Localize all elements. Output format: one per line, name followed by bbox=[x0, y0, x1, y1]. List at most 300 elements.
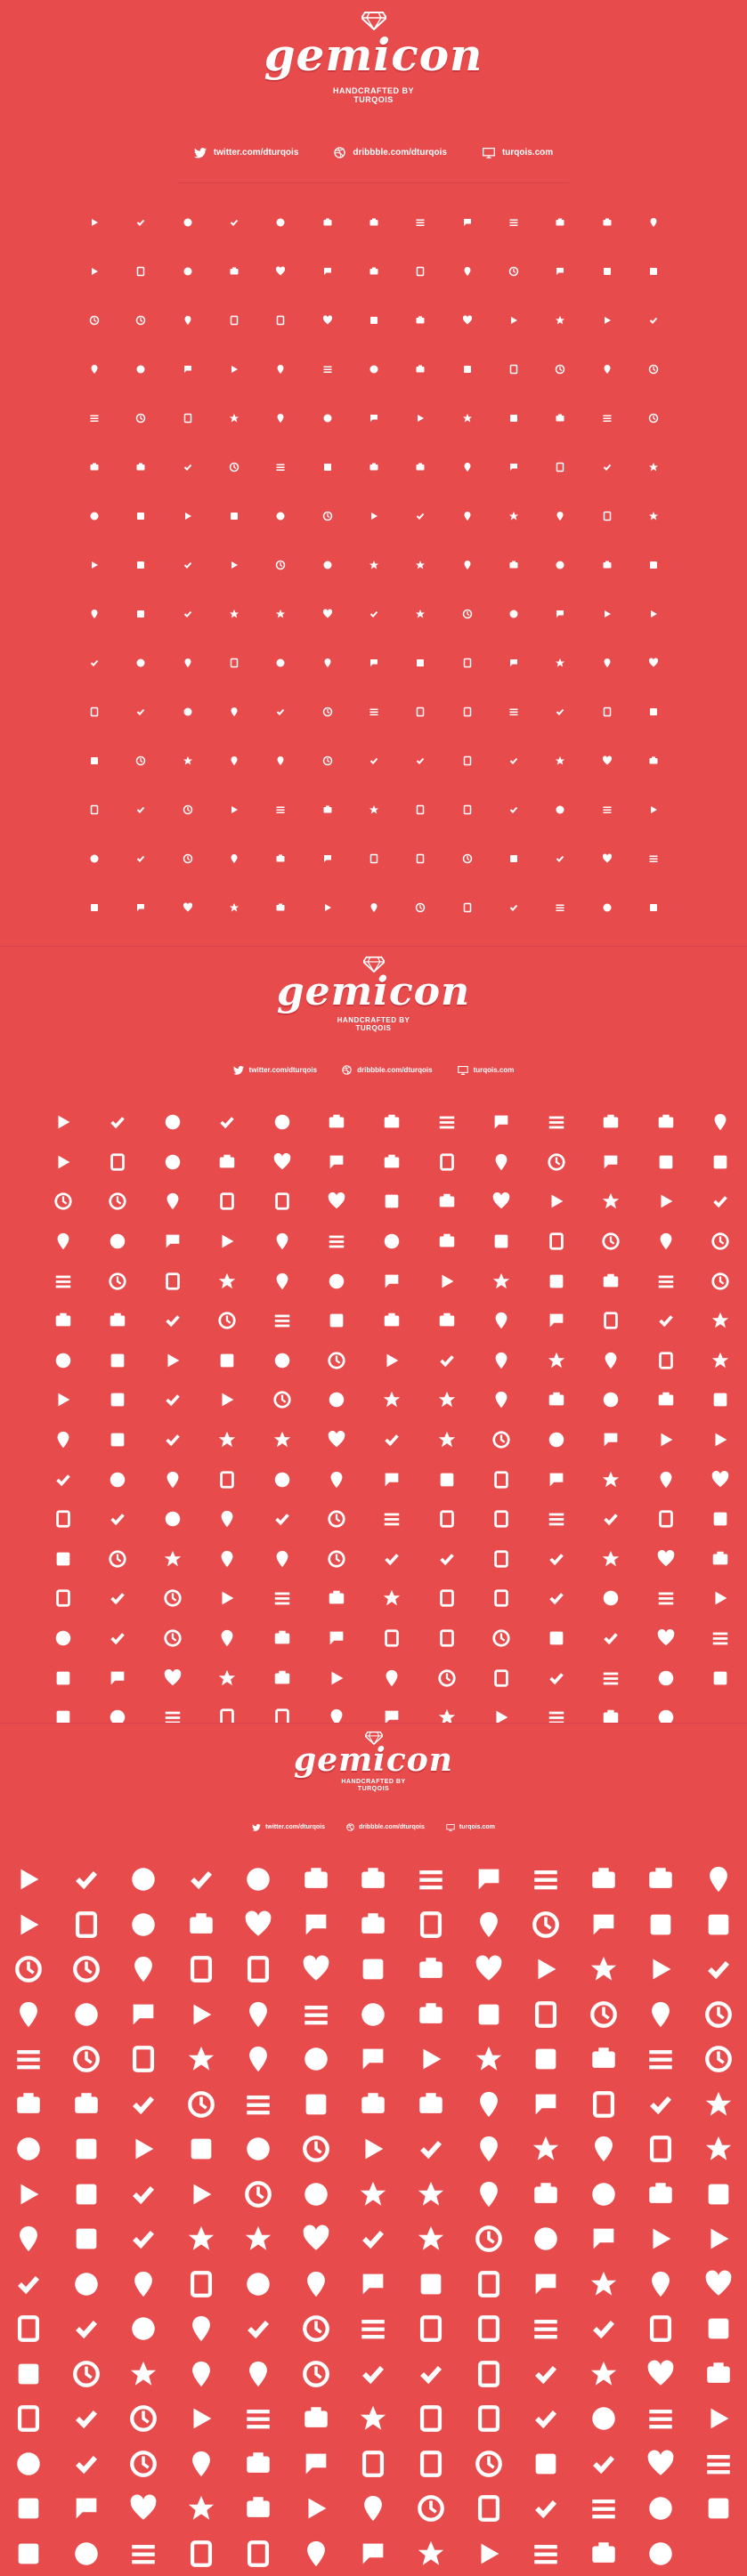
icon-cell bbox=[693, 1102, 747, 1143]
icon-cell bbox=[517, 2486, 575, 2532]
tablet-icon bbox=[327, 1588, 346, 1608]
cassette-icon bbox=[301, 1954, 331, 1984]
tag-add-icon bbox=[531, 2044, 561, 2074]
star-icon bbox=[53, 1430, 73, 1450]
icon-cell bbox=[304, 834, 351, 883]
gauge-icon bbox=[243, 1864, 273, 1894]
chat-dots-icon bbox=[183, 511, 193, 521]
radio-icon bbox=[710, 1311, 730, 1330]
icon-cell bbox=[517, 2127, 575, 2172]
icon-cell bbox=[491, 883, 537, 932]
icon-cell bbox=[693, 1459, 747, 1499]
coffee-cup-icon bbox=[89, 560, 100, 570]
icon-cell bbox=[419, 1222, 475, 1262]
battery-half-icon bbox=[602, 217, 613, 228]
user-alt-icon bbox=[474, 2269, 504, 2299]
dollar-doc-icon bbox=[648, 707, 659, 717]
icon-cell bbox=[537, 638, 583, 687]
message-card-icon bbox=[382, 1509, 402, 1529]
icon-cell bbox=[689, 1992, 747, 2038]
icon-cell bbox=[310, 1658, 365, 1698]
image-icon bbox=[656, 1588, 676, 1608]
speaker-box-icon bbox=[601, 1588, 621, 1608]
tag-add-icon bbox=[508, 413, 519, 424]
icon-cell bbox=[402, 1857, 460, 1902]
mouse-icon bbox=[183, 804, 193, 815]
dribbble-link[interactable] bbox=[342, 1065, 432, 1075]
icon-cell bbox=[693, 1539, 747, 1579]
glass-icon bbox=[437, 1351, 457, 1370]
icon-cell bbox=[630, 834, 677, 883]
icon-cell bbox=[200, 1341, 256, 1381]
icon-cell bbox=[345, 1857, 402, 1902]
wallet-icon bbox=[89, 462, 100, 472]
icon-cell bbox=[310, 1619, 365, 1659]
icon-cell bbox=[632, 2306, 690, 2352]
eye-icon bbox=[186, 2044, 216, 2074]
icon-cell bbox=[537, 736, 583, 785]
calculator-icon bbox=[217, 1549, 237, 1569]
icon-cell bbox=[255, 1222, 310, 1262]
icon-cell bbox=[402, 1902, 460, 1948]
icon-cell bbox=[693, 1579, 747, 1619]
photo-icon bbox=[710, 1588, 730, 1608]
key-icon bbox=[462, 609, 473, 619]
icon-cell bbox=[115, 2082, 173, 2128]
folder-icon bbox=[462, 755, 473, 766]
tag-add-icon bbox=[547, 1272, 566, 1291]
icon-cell bbox=[630, 393, 677, 442]
icon-cell bbox=[397, 442, 443, 491]
band-aid-icon bbox=[508, 658, 519, 668]
icon-cell bbox=[288, 2037, 345, 2082]
warning-icon bbox=[415, 609, 426, 619]
cloud-upload-icon bbox=[369, 315, 379, 326]
icon-cell bbox=[58, 2306, 116, 2352]
icon-cell bbox=[459, 1902, 517, 1948]
website-link[interactable] bbox=[483, 148, 553, 158]
globe-icon bbox=[71, 1864, 101, 1894]
icon-cell bbox=[36, 1658, 91, 1698]
icon-cell bbox=[257, 442, 304, 491]
icon-cell bbox=[459, 2262, 517, 2307]
website-link[interactable] bbox=[446, 1824, 495, 1831]
icon-cell bbox=[689, 2127, 747, 2172]
icon-cell bbox=[115, 1857, 173, 1902]
bookmark-icon bbox=[437, 1390, 457, 1409]
icon-cell bbox=[474, 1579, 529, 1619]
bowl-icon bbox=[358, 2493, 388, 2524]
facebook-icon bbox=[322, 364, 333, 375]
cloud-download-icon bbox=[416, 1954, 446, 1984]
icon-cell bbox=[693, 1222, 747, 1262]
icon-cell bbox=[173, 2352, 231, 2397]
picture-frame-icon bbox=[13, 2403, 44, 2434]
instagram-icon bbox=[491, 1231, 511, 1251]
icon-cell bbox=[211, 246, 257, 295]
icon-cell bbox=[257, 883, 304, 932]
chart-icon bbox=[602, 755, 613, 766]
airplane-icon bbox=[327, 1152, 346, 1172]
radio-icon bbox=[703, 2089, 734, 2120]
icon-cell bbox=[397, 295, 443, 344]
icon-cell bbox=[165, 442, 211, 491]
icon-cell bbox=[91, 1261, 146, 1301]
icon-cell bbox=[310, 1102, 365, 1143]
arrow-right-icon bbox=[217, 1430, 237, 1450]
icon-cell bbox=[474, 1143, 529, 1183]
icon-cell bbox=[459, 2127, 517, 2172]
icon-cell bbox=[310, 1301, 365, 1341]
icon-cell bbox=[115, 1902, 173, 1948]
price-tag-icon bbox=[555, 413, 565, 424]
icon-cell bbox=[36, 1143, 91, 1183]
link-label: dribbble.com/dturqois bbox=[357, 1066, 432, 1074]
gear-big-icon bbox=[186, 1954, 216, 1984]
photo-icon bbox=[648, 804, 659, 815]
thumbs-down-icon bbox=[217, 1231, 237, 1251]
icon-cell bbox=[529, 1579, 584, 1619]
icon-cell bbox=[537, 883, 583, 932]
icon-cell bbox=[574, 1902, 632, 1948]
user-icon bbox=[415, 658, 426, 668]
bus-front-icon bbox=[531, 1910, 561, 1940]
icon-cell bbox=[115, 2172, 173, 2217]
icon-cell bbox=[304, 883, 351, 932]
popsicle-icon bbox=[243, 2179, 273, 2209]
icon-cell bbox=[364, 1499, 419, 1539]
battery-charging-icon bbox=[13, 1910, 44, 1940]
speaker-high-icon bbox=[531, 2089, 561, 2120]
icon-cell bbox=[71, 246, 118, 295]
ice-pop-icon bbox=[217, 1390, 237, 1409]
martini-icon bbox=[508, 511, 519, 521]
icon-cell bbox=[173, 2486, 231, 2532]
spiral-icon bbox=[703, 2493, 734, 2524]
icon-cell bbox=[638, 1459, 694, 1499]
chat-square-icon bbox=[186, 2134, 216, 2164]
icon-cell bbox=[474, 1619, 529, 1659]
grid-four-icon bbox=[710, 1430, 730, 1450]
icon-cell bbox=[397, 491, 443, 540]
dribbble-link[interactable] bbox=[334, 147, 447, 158]
icon-cell bbox=[58, 2217, 116, 2262]
wine-glass-icon bbox=[462, 511, 473, 521]
icon-cell bbox=[351, 589, 397, 638]
radio-icon bbox=[648, 462, 659, 472]
minus-icon bbox=[646, 2179, 676, 2209]
instagram-icon bbox=[462, 364, 473, 375]
icon-cell bbox=[165, 736, 211, 785]
close-x-icon bbox=[547, 1390, 566, 1409]
price-tag-icon bbox=[589, 2044, 619, 2074]
icon-cell bbox=[517, 1857, 575, 1902]
toaster-icon bbox=[601, 1628, 621, 1648]
icon-cell bbox=[71, 491, 118, 540]
icon-cell bbox=[288, 1902, 345, 1948]
bus-front-icon bbox=[508, 266, 519, 277]
video-camera-icon bbox=[89, 413, 100, 424]
twitter-link[interactable] bbox=[233, 1066, 317, 1075]
jar-icon bbox=[602, 853, 613, 864]
icon-cell bbox=[419, 1102, 475, 1143]
icon-cell bbox=[517, 1902, 575, 1948]
attachment-icon bbox=[555, 707, 565, 717]
save-icon bbox=[243, 2314, 273, 2344]
document-page-icon bbox=[382, 1549, 402, 1569]
motorcycle-icon bbox=[272, 1152, 292, 1172]
icon-cell bbox=[310, 1341, 365, 1381]
icon-cell bbox=[583, 344, 629, 393]
social-links bbox=[0, 1823, 747, 1831]
icon-cell bbox=[443, 198, 490, 246]
icon-cell bbox=[36, 1102, 91, 1143]
icon-cell bbox=[165, 540, 211, 589]
icon-cell bbox=[419, 1619, 475, 1659]
icon-cell bbox=[200, 1380, 256, 1420]
icon-cell bbox=[0, 2217, 58, 2262]
windows-copy-icon bbox=[243, 2403, 273, 2434]
sun-icon bbox=[229, 217, 240, 228]
icon-cell bbox=[632, 2262, 690, 2307]
icon-cell bbox=[364, 1459, 419, 1499]
envelope-icon bbox=[437, 1509, 457, 1529]
icon-cell bbox=[459, 2172, 517, 2217]
chat-typing-icon bbox=[275, 511, 286, 521]
car-icon bbox=[601, 1152, 621, 1172]
icon-cell bbox=[630, 442, 677, 491]
icon-cell bbox=[537, 344, 583, 393]
key-icon bbox=[474, 2224, 504, 2254]
ice-cream-icon bbox=[327, 1390, 346, 1409]
icon-cell bbox=[474, 1380, 529, 1420]
icon-cell bbox=[574, 2442, 632, 2487]
twitter-link[interactable] bbox=[252, 1824, 325, 1831]
icon-cell bbox=[288, 2127, 345, 2172]
martini-icon bbox=[531, 2134, 561, 2164]
icon-cell bbox=[583, 638, 629, 687]
fork-spoon-icon bbox=[462, 853, 473, 864]
bottle-icon bbox=[13, 2493, 44, 2524]
document-add-icon bbox=[415, 755, 426, 766]
icon-cell bbox=[443, 540, 490, 589]
icon-cell bbox=[638, 1182, 694, 1222]
icon-cell bbox=[491, 442, 537, 491]
icon-cell bbox=[36, 1182, 91, 1222]
video-camera-icon bbox=[53, 1272, 73, 1291]
icon-cell bbox=[211, 393, 257, 442]
tablet-icon bbox=[301, 2403, 331, 2434]
ship-icon bbox=[369, 266, 379, 277]
icon-cell bbox=[537, 295, 583, 344]
icon-cell bbox=[632, 2127, 690, 2172]
speaker-mute-icon bbox=[358, 2089, 388, 2120]
icon-cell bbox=[288, 2352, 345, 2397]
icon-cell bbox=[397, 883, 443, 932]
microphone-icon bbox=[601, 1311, 621, 1330]
tablet-icon bbox=[322, 804, 333, 815]
icon-cell bbox=[537, 834, 583, 883]
icon-cell bbox=[537, 198, 583, 246]
icon-cell bbox=[537, 687, 583, 736]
speaker-low-icon bbox=[474, 2089, 504, 2120]
icon-cell bbox=[402, 2352, 460, 2397]
phone-icon bbox=[462, 804, 473, 815]
icon-cell bbox=[0, 2262, 58, 2307]
icon-cell bbox=[71, 393, 118, 442]
chat-typing-icon bbox=[243, 2134, 273, 2164]
map-icon bbox=[13, 2134, 44, 2164]
bowl-steam-icon bbox=[415, 902, 426, 913]
rewind-icon bbox=[243, 2539, 273, 2569]
plus-icon bbox=[555, 560, 565, 570]
icon-cell bbox=[255, 1143, 310, 1183]
icon-cell bbox=[115, 2532, 173, 2576]
speech-bubble-icon bbox=[71, 2134, 101, 2164]
portrait-icon bbox=[13, 2449, 44, 2479]
message-card-icon bbox=[369, 707, 379, 717]
icon-cell bbox=[402, 2082, 460, 2128]
icon-cell bbox=[537, 491, 583, 540]
icon-cell bbox=[200, 1301, 256, 1341]
fork-knife-icon bbox=[508, 853, 519, 864]
leaf-icon bbox=[135, 853, 146, 864]
link-label: twitter.com/dturqois bbox=[265, 1824, 325, 1830]
icon-cell bbox=[443, 785, 490, 834]
list-icon bbox=[508, 609, 519, 619]
save-icon bbox=[275, 707, 286, 717]
bicycle-icon bbox=[186, 1910, 216, 1940]
camera-icon bbox=[589, 1999, 619, 2030]
icon-cell bbox=[632, 1947, 690, 1992]
bread-icon bbox=[243, 2493, 273, 2524]
icon-cell bbox=[173, 1947, 231, 1992]
icon-cell bbox=[491, 246, 537, 295]
microphone-icon bbox=[589, 2089, 619, 2120]
tag-remove-icon bbox=[491, 1272, 511, 1291]
icon-cell bbox=[91, 1182, 146, 1222]
icon-cell bbox=[583, 883, 629, 932]
newspaper-icon bbox=[183, 755, 193, 766]
icon-cell bbox=[397, 687, 443, 736]
icon-cell bbox=[693, 1499, 747, 1539]
icon-cell bbox=[145, 1341, 200, 1381]
folder-icon bbox=[474, 2359, 504, 2389]
wine-glass-icon bbox=[474, 2134, 504, 2164]
icon-cell bbox=[200, 1658, 256, 1698]
icon-cell bbox=[310, 1222, 365, 1262]
cloud-icon bbox=[491, 1191, 511, 1211]
twitter-link[interactable] bbox=[194, 148, 299, 158]
instagram-alt-icon bbox=[508, 364, 519, 375]
icon-cell bbox=[255, 1420, 310, 1460]
chat-box-icon bbox=[301, 2134, 331, 2164]
mouse-icon bbox=[163, 1588, 183, 1608]
icon-cell bbox=[345, 1992, 402, 2038]
globe-icon bbox=[108, 1112, 127, 1132]
unlock-icon bbox=[547, 1191, 566, 1211]
icon-cell bbox=[200, 1182, 256, 1222]
tagline-line-2: TURQOIS bbox=[0, 95, 747, 104]
icon-cell bbox=[173, 2127, 231, 2172]
icon-cell bbox=[118, 883, 164, 932]
icon-cell bbox=[255, 1102, 310, 1143]
cocktail-icon bbox=[589, 2134, 619, 2164]
icon-cell bbox=[71, 344, 118, 393]
icon-cell bbox=[419, 1341, 475, 1381]
icon-cell bbox=[255, 1301, 310, 1341]
icon-cell bbox=[230, 2262, 288, 2307]
unlock-alt-icon bbox=[601, 1191, 621, 1211]
fish-icon bbox=[183, 853, 193, 864]
speech-bubble-icon bbox=[108, 1351, 127, 1370]
icon-cell bbox=[58, 2037, 116, 2082]
camera-icon bbox=[555, 364, 565, 375]
icon-cell bbox=[693, 1182, 747, 1222]
compass-icon bbox=[128, 1864, 158, 1894]
website-link[interactable] bbox=[458, 1066, 515, 1075]
logo-text: gemicon bbox=[0, 969, 747, 1014]
icon-cell bbox=[459, 2532, 517, 2576]
icon-cell bbox=[419, 1143, 475, 1183]
instagram-alt-icon bbox=[531, 1999, 561, 2030]
cupcake-icon bbox=[508, 902, 519, 913]
icon-cell bbox=[443, 589, 490, 638]
document-page-icon bbox=[369, 755, 379, 766]
icon-cell bbox=[459, 2352, 517, 2397]
bread-icon bbox=[275, 902, 286, 913]
icon-cell bbox=[71, 442, 118, 491]
icon-cell bbox=[351, 736, 397, 785]
checkbox-empty-icon bbox=[327, 1430, 346, 1450]
menu-lines-icon bbox=[602, 609, 613, 619]
icon-cell bbox=[638, 1499, 694, 1539]
microphone-icon bbox=[555, 462, 565, 472]
icon-cell bbox=[211, 883, 257, 932]
price-tag-round-icon bbox=[648, 413, 659, 424]
camera-alt-icon bbox=[646, 1999, 676, 2030]
icon-cell bbox=[310, 1380, 365, 1420]
cloud-download-icon bbox=[437, 1191, 457, 1211]
icon-cell bbox=[345, 2306, 402, 2352]
icon-cell bbox=[419, 1459, 475, 1499]
ice-cream-icon bbox=[301, 2179, 331, 2209]
twitter-bird-icon bbox=[358, 1999, 388, 2030]
dribbble-link[interactable] bbox=[346, 1823, 425, 1831]
icon-cell bbox=[230, 2532, 288, 2576]
icon-cell bbox=[583, 246, 629, 295]
icon-cell bbox=[419, 1658, 475, 1698]
message-card-icon bbox=[358, 2314, 388, 2344]
drumstick-icon bbox=[358, 2179, 388, 2209]
icon-cell bbox=[632, 2037, 690, 2082]
icon-cell bbox=[345, 2217, 402, 2262]
icon-cell bbox=[574, 2127, 632, 2172]
bread-icon bbox=[272, 1668, 292, 1688]
icon-cell bbox=[474, 1459, 529, 1499]
icon-cell bbox=[443, 344, 490, 393]
icon-cell bbox=[402, 1992, 460, 2038]
arrow-left-icon bbox=[275, 609, 286, 619]
signpost-icon bbox=[322, 853, 333, 864]
tie-alt-icon bbox=[71, 2314, 101, 2344]
key-icon bbox=[491, 1430, 511, 1450]
icon-grid-small bbox=[71, 198, 677, 981]
floppy-disk-icon bbox=[217, 1509, 237, 1529]
first-aid-icon bbox=[53, 1231, 73, 1251]
icon-cell bbox=[230, 1992, 288, 2038]
beer-mug-icon bbox=[656, 1351, 676, 1370]
